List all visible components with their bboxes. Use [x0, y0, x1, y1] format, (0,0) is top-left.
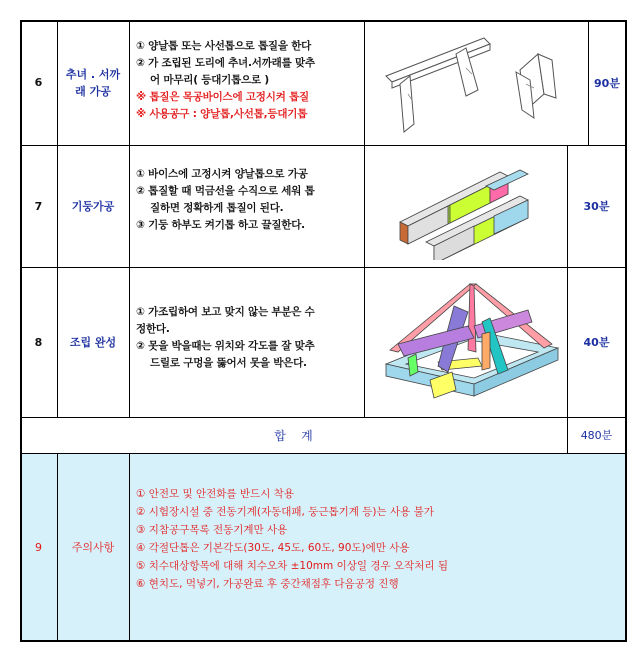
- row-8-number: 8: [34, 335, 43, 349]
- row-8-name: 조립 완성: [69, 335, 117, 349]
- row-6-description: [136, 38, 315, 123]
- row-7-description: [136, 166, 315, 234]
- row-7-line: ① 바이스에 고정시켜 양날톱으로 가공: [136, 168, 308, 180]
- row-6-tools: ※ 사용공구 : 양날톱,사선톱,등대기톱: [136, 108, 308, 120]
- table-border-right: [625, 20, 627, 642]
- row-8-line: ① 가조립하여 보고 맞지 않는 부분은 수: [136, 306, 315, 318]
- column-divider: [129, 453, 130, 641]
- caution-number: 9: [35, 540, 42, 554]
- table-border-left: [20, 20, 22, 642]
- column-divider: [567, 145, 568, 453]
- column-divider: [57, 453, 58, 641]
- row-7-line: ② 톱질할 때 먹금선을 수직으로 세워 톱: [136, 185, 315, 197]
- row-divider: [20, 453, 627, 454]
- row-6-line: ② 가 조립된 도리에 추녀.서까래를 맞추: [136, 57, 315, 69]
- row-8-description: [136, 304, 315, 372]
- column-processing-illustration: [390, 160, 540, 260]
- caution-item: ① 안전모 및 안전화를 반드시 착용: [136, 488, 294, 500]
- caution-list: [136, 485, 448, 593]
- table-border-bottom: [20, 640, 627, 642]
- row-7-number: 7: [34, 199, 43, 213]
- row-8-line: ② 못을 박을때는 위치와 각도를 잘 맞추: [136, 340, 315, 352]
- table-border-top: [20, 20, 627, 22]
- assembled-structure-illustration: [378, 282, 563, 414]
- rafter-cutting-illustration: [366, 24, 586, 142]
- caution-item: ④ 각절단톱은 기본각도(30도, 45도, 60도, 90도)에만 사용: [136, 542, 410, 554]
- row-divider: [20, 417, 627, 418]
- row-6-name-line1: 추녀 . 서까: [65, 67, 121, 81]
- column-divider: [364, 20, 365, 417]
- caution-item: ⑤ 치수대상항목에 대해 치수오차 ±10mm 이상일 경우 오작처리 됨: [136, 560, 449, 572]
- column-divider: [57, 20, 58, 417]
- row-6-name: [57, 20, 129, 145]
- row-7-line: 질하면 정확하게 톱질이 된다.: [150, 202, 284, 214]
- caution-title: 주의사항: [71, 541, 115, 554]
- caution-item: ③ 지참공구목록 전동기계만 사용: [136, 524, 288, 536]
- row-6-time: 90분: [594, 76, 620, 90]
- row-divider: [20, 145, 627, 146]
- caution-item: ② 시험장시설 중 전동기계(자동대패, 둥근톱기계 등)는 사용 불가: [136, 506, 434, 518]
- column-divider: [129, 20, 130, 417]
- row-7-line: ③ 기둥 하부도 켜기톱 하고 끌질한다.: [136, 219, 305, 231]
- row-6-line: ① 양날톱 또는 사선톱으로 톱질을 한다: [136, 40, 312, 52]
- total-label: 합 계: [274, 428, 313, 443]
- row-6-line: 어 마무리( 등대기톱으로 ): [150, 74, 269, 86]
- row-6-name-line2: 래 가공: [75, 84, 111, 98]
- row-7-time: 30분: [583, 200, 610, 213]
- row-8-line: 정한다.: [136, 323, 170, 335]
- row-6-number: 6: [34, 76, 43, 89]
- column-divider: [588, 20, 589, 145]
- row-divider: [20, 267, 627, 268]
- row-6-warning: ※ 톱질은 목공바이스에 고정시켜 톱질: [136, 91, 309, 103]
- caution-item: ⑥ 현치도, 먹넣기, 가공완료 후 중간채점후 다음공정 진행: [136, 578, 399, 590]
- row-8-line: 드릴로 구멍을 뚫어서 못을 박은다.: [150, 357, 307, 369]
- row-7-name: 기둥가공: [71, 199, 115, 213]
- row-8-time: 40분: [583, 336, 610, 349]
- total-time: 480분: [580, 429, 613, 442]
